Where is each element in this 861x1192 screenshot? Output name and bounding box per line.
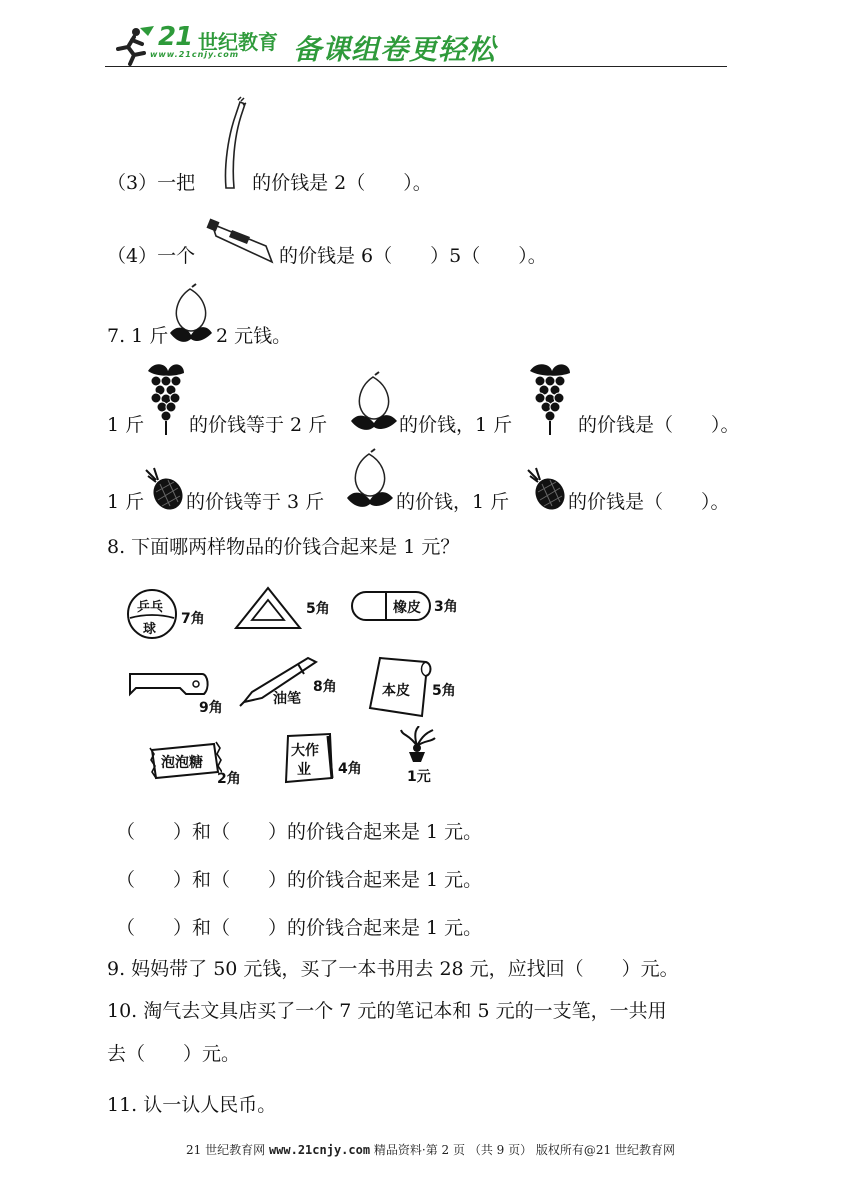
ping-pong-price: 7角 <box>181 611 205 627</box>
item-exercise-book <box>282 732 362 788</box>
grape-line-2: 的价钱等于 2 斤 <box>189 414 328 436</box>
q8-answer-line-2: （ ）和（ ）的价钱合起来是 1 元。 <box>116 869 483 891</box>
item-bubble-gum <box>148 740 241 787</box>
question-7-prefix: 7. 1 斤 <box>107 325 169 347</box>
item-pocket-knife <box>126 668 223 716</box>
exercise-book-text-2: 业 <box>297 762 311 778</box>
grape-line-1: 1 斤 <box>107 414 145 436</box>
potted-plant-price: 1元 <box>407 769 431 785</box>
grape-line-4: 的价钱是（ ）。 <box>578 414 740 436</box>
question-9: 9. 妈妈带了 50 元钱，买了一本书用去 28 元，应找回（ ）元。 <box>107 958 679 980</box>
footer-site: 21 世纪教育网 <box>186 1143 266 1157</box>
peach-icon-3 <box>345 448 395 516</box>
logo-number: 21 <box>158 22 193 52</box>
toothpaste-icon <box>206 216 278 268</box>
question-7-suffix: 2 元钱。 <box>216 325 292 347</box>
question-11: 11. 认一认人民币。 <box>107 1094 277 1116</box>
item-book-cover <box>366 654 456 724</box>
footer-page-info: 精品资料·第 2 页 （共 9 页） 版权所有@21 世纪教育网 <box>373 1143 675 1157</box>
q8-answer-line-3: （ ）和（ ）的价钱合起来是 1 元。 <box>116 917 483 939</box>
bubble-gum-text: 泡泡糖 <box>161 755 203 771</box>
pineapple-line-1: 1 斤 <box>107 491 145 513</box>
pocket-knife-price: 9角 <box>199 700 223 716</box>
item-eraser <box>350 588 458 628</box>
question-10-line-2: 去（ ）元。 <box>107 1043 241 1065</box>
item-pen <box>238 652 337 712</box>
question-6-3: （3）一把 的价钱是 2（ ）。 <box>107 172 432 194</box>
pen-price: 8角 <box>313 679 337 695</box>
peach-icon <box>168 283 214 351</box>
pineapple-line-4: 的价钱是（ ）。 <box>568 491 730 513</box>
pineapple-line-2: 的价钱等于 3 斤 <box>186 491 325 513</box>
question-10-line-1: 10. 淘气去文具店买了一个 7 元的笔记本和 5 元的一支笔，一共用 <box>107 1000 667 1022</box>
eraser-price: 3角 <box>434 599 458 615</box>
header-rule <box>105 66 727 67</box>
footer-url: www.21cnjy.com <box>268 1143 371 1157</box>
page-footer <box>0 1141 861 1158</box>
pineapple-line-3: 的价钱，1 斤 <box>396 491 510 513</box>
pineapple-icon-2 <box>526 466 568 512</box>
logo-url: www.21cnjy.com <box>150 50 240 59</box>
ping-pong-text-2: 球 <box>143 622 157 637</box>
pen-text: 油笔 <box>273 691 301 707</box>
bubble-gum-price: 2角 <box>217 771 241 787</box>
q8-answer-line-1: （ ）和（ ）的价钱合起来是 1 元。 <box>116 821 483 843</box>
eraser-text: 橡皮 <box>393 600 421 616</box>
triangle-ruler-icon <box>232 584 304 632</box>
item-triangle-ruler <box>232 584 330 636</box>
exercise-book-text-1: 大作 <box>291 743 319 759</box>
book-cover-text: 本皮 <box>382 683 410 699</box>
grape-line-3: 的价钱，1 斤 <box>399 414 513 436</box>
item-potted-plant <box>399 726 437 785</box>
logo-name: 世纪教育 <box>198 30 278 54</box>
pocket-knife-icon <box>126 668 212 700</box>
triangle-ruler-price: 5角 <box>306 601 330 617</box>
potted-plant-icon <box>399 726 437 764</box>
question-6-4-prefix: （4）一个 <box>107 245 196 267</box>
question-8: 8. 下面哪两样物品的价钱合起来是 1 元？ <box>107 536 460 558</box>
grapes-icon <box>144 359 188 439</box>
peach-icon-2 <box>349 371 399 439</box>
item-ping-pong-ball <box>126 588 205 646</box>
grapes-icon-2 <box>526 359 576 439</box>
ping-pong-text-1: 乒乓 <box>137 600 164 615</box>
running-man-logo-icon <box>110 24 158 66</box>
question-6-4-suffix: 的价钱是 6（ ）5（ ）。 <box>279 245 547 267</box>
exercise-book-price: 4角 <box>338 761 362 777</box>
book-cover-price: 5角 <box>432 683 456 699</box>
header-slogan: 备课组卷更轻松 <box>293 33 497 66</box>
pineapple-icon <box>144 466 186 512</box>
eraser-icon <box>350 588 434 624</box>
